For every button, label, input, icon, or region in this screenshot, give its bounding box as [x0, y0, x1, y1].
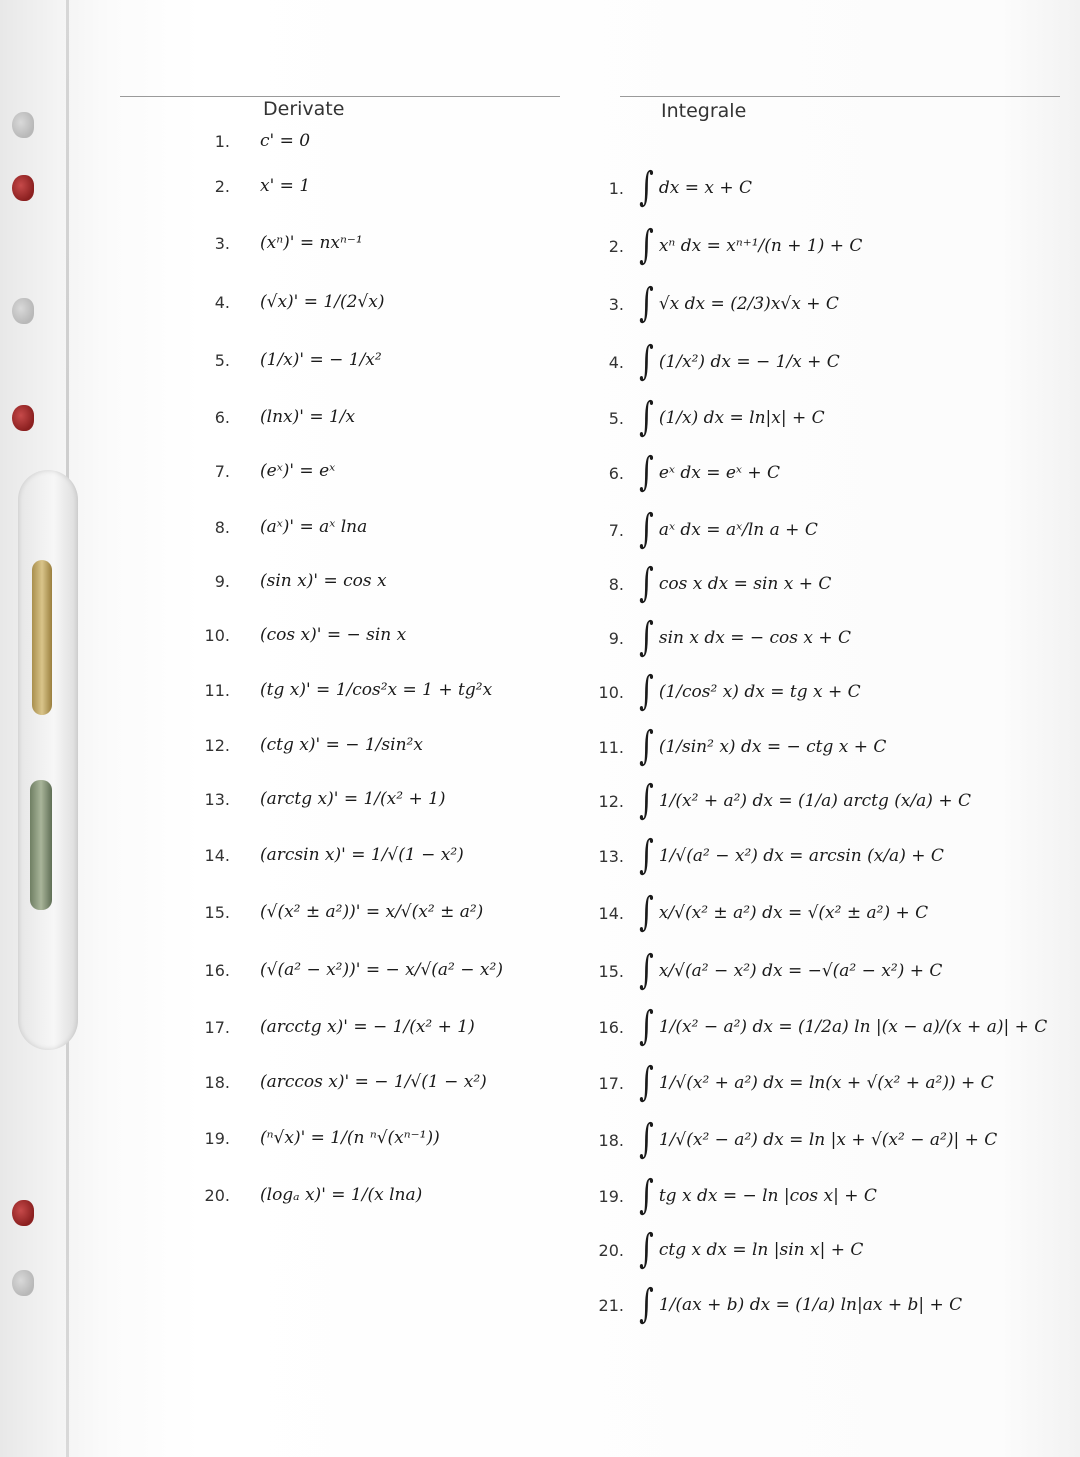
- item-number: 15.: [204, 902, 230, 922]
- derivate-item: [180, 571, 387, 591]
- integral-item: [592, 338, 840, 384]
- integral-item: [592, 947, 943, 993]
- item-number: 11.: [598, 737, 624, 757]
- derivate-title: Derivate: [263, 98, 345, 120]
- integrale-title: Integrale: [661, 100, 747, 122]
- item-number: 16.: [598, 1017, 624, 1037]
- formula: (√(a² − x²))' = − x/√(a² − x²): [260, 960, 503, 980]
- formula: eˣ dx = eˣ + C: [658, 463, 781, 483]
- item-number: 4.: [608, 352, 624, 372]
- integral-item: [592, 668, 861, 714]
- formula: (lnx)' = 1/x: [260, 407, 356, 427]
- integral-sign: ∫: [639, 394, 654, 440]
- item-number: 14.: [598, 903, 624, 923]
- integral-item: [592, 889, 929, 935]
- integral-sign: ∫: [639, 947, 654, 993]
- derivate-item: [180, 233, 363, 253]
- integral-sign: ∫: [639, 338, 654, 384]
- item-number: 18.: [598, 1130, 624, 1150]
- item-number: 8.: [214, 517, 230, 537]
- derivate-item: [180, 1128, 440, 1148]
- item-number: 15.: [598, 961, 624, 981]
- derivate-item: [180, 407, 355, 427]
- derivate-item: [180, 350, 382, 370]
- item-number: 21.: [598, 1295, 624, 1315]
- formula: (√x)' = 1/(2√x): [260, 292, 385, 312]
- integral-item: [592, 449, 781, 495]
- integral-item: [592, 222, 863, 268]
- binder-ring-clip: [18, 470, 78, 1050]
- integral-sign: ∫: [639, 1003, 654, 1049]
- formula: (ctg x)' = − 1/sin²x: [260, 735, 423, 755]
- formula: tg x dx = − ln |cos x| + C: [658, 1186, 877, 1206]
- integral-sign: ∫: [639, 1172, 654, 1218]
- formula: (1/cos² x) dx = tg x + C: [658, 682, 861, 702]
- derivate-item: [180, 131, 310, 151]
- formula: (1/x) dx = ln|x| + C: [658, 408, 825, 428]
- integral-sign: ∫: [639, 614, 654, 660]
- item-number: 8.: [608, 574, 624, 594]
- derivate-item: [180, 680, 492, 700]
- item-number: 13.: [598, 846, 624, 866]
- derivate-item: [180, 517, 367, 537]
- item-number: 19.: [204, 1128, 230, 1148]
- integral-sign: ∫: [639, 668, 654, 714]
- formula: (arccos x)' = − 1/√(1 − x²): [260, 1072, 487, 1092]
- derivate-item: [180, 1185, 422, 1205]
- integral-sign: ∫: [639, 1281, 654, 1327]
- item-number: 20.: [598, 1240, 624, 1260]
- integral-item: [592, 723, 887, 769]
- derivate-item: [180, 292, 384, 312]
- formula: (tg x)' = 1/cos²x = 1 + tg²x: [260, 680, 493, 700]
- formula: sin x dx = − cos x + C: [658, 628, 852, 648]
- item-number: 17.: [598, 1073, 624, 1093]
- derivate-item: [180, 176, 310, 196]
- item-number: 1.: [608, 178, 624, 198]
- integral-item: [592, 164, 753, 210]
- integral-sign: ∫: [639, 164, 654, 210]
- formula: (1/x)' = − 1/x²: [260, 350, 382, 370]
- integral-sign: ∫: [639, 449, 654, 495]
- formula: dx = x + C: [658, 178, 753, 198]
- formula: (1/x²) dx = − 1/x + C: [658, 352, 840, 372]
- integral-item: [592, 1003, 1048, 1049]
- integral-item: [592, 506, 818, 552]
- integral-item: [592, 280, 839, 326]
- binder-ring-green: [30, 780, 52, 910]
- binder-ring-gold: [32, 560, 52, 715]
- formula: (sin x)' = cos x: [260, 571, 387, 591]
- integral-item: [592, 560, 832, 606]
- integral-sign: ∫: [639, 1116, 654, 1162]
- formula: aˣ dx = aˣ/ln a + C: [658, 520, 818, 540]
- integral-sign: ∫: [639, 1059, 654, 1105]
- binder-hole: [12, 405, 34, 431]
- integral-sign: ∫: [639, 777, 654, 823]
- item-number: 19.: [598, 1186, 624, 1206]
- item-number: 5.: [214, 350, 230, 370]
- formula: c' = 0: [260, 131, 311, 151]
- header-rule-right: [620, 96, 1060, 97]
- derivate-item: [180, 1072, 487, 1092]
- item-number: 3.: [608, 294, 624, 314]
- integral-item: [592, 1281, 963, 1327]
- binder-hole: [12, 175, 34, 201]
- formula: (√(x² ± a²))' = x/√(x² ± a²): [260, 902, 484, 922]
- item-number: 20.: [204, 1185, 230, 1205]
- formula: 1/√(a² − x²) dx = arcsin (x/a) + C: [658, 846, 944, 866]
- formula: x/√(a² − x²) dx = −√(a² − x²) + C: [658, 961, 943, 981]
- formula: 1/(x² + a²) dx = (1/a) arctg (x/a) + C: [658, 791, 972, 811]
- item-number: 4.: [214, 292, 230, 312]
- item-number: 7.: [214, 461, 230, 481]
- header-rule-left: [120, 96, 560, 97]
- binder-hole: [12, 298, 34, 324]
- formula: 1/√(x² + a²) dx = ln(x + √(x² + a²)) + C: [658, 1073, 994, 1093]
- formula: 1/√(x² − a²) dx = ln |x + √(x² − a²)| + C: [658, 1130, 998, 1150]
- derivate-item: [180, 960, 503, 980]
- integral-sign: ∫: [639, 280, 654, 326]
- item-number: 5.: [608, 408, 624, 428]
- integral-sign: ∫: [639, 889, 654, 935]
- item-number: 7.: [608, 520, 624, 540]
- formula: (logₐ x)' = 1/(x lna): [260, 1185, 423, 1205]
- item-number: 2.: [608, 236, 624, 256]
- derivate-item: [180, 625, 406, 645]
- item-number: 12.: [598, 791, 624, 811]
- item-number: 18.: [204, 1072, 230, 1092]
- item-number: 11.: [204, 680, 230, 700]
- item-number: 13.: [204, 789, 230, 809]
- formula: 1/(x² − a²) dx = (1/2a) ln |(x − a)/(x + a)| + C: [658, 1017, 1048, 1037]
- binder-hole: [12, 1270, 34, 1296]
- item-number: 12.: [204, 735, 230, 755]
- binder-hole: [12, 1200, 34, 1226]
- item-number: 17.: [204, 1017, 230, 1037]
- integral-sign: ∫: [639, 832, 654, 878]
- item-number: 1.: [214, 131, 230, 151]
- item-number: 9.: [608, 628, 624, 648]
- formula: (arcctg x)' = − 1/(x² + 1): [260, 1017, 475, 1037]
- formula: ctg x dx = ln |sin x| + C: [658, 1240, 864, 1260]
- item-number: 6.: [214, 407, 230, 427]
- binder-hole: [12, 112, 34, 138]
- integral-sign: ∫: [639, 723, 654, 769]
- derivate-item: [180, 461, 335, 481]
- formula: (cos x)' = − sin x: [260, 625, 407, 645]
- item-number: 6.: [608, 463, 624, 483]
- formula: cos x dx = sin x + C: [658, 574, 832, 594]
- formula: (eˣ)' = eˣ: [260, 461, 336, 481]
- formula: (arctg x)' = 1/(x² + 1): [260, 789, 446, 809]
- integral-item: [592, 1172, 877, 1218]
- integral-sign: ∫: [639, 1226, 654, 1272]
- formula: (aˣ)' = aˣ lna: [260, 517, 368, 537]
- item-number: 16.: [204, 960, 230, 980]
- integral-item: [592, 832, 944, 878]
- item-number: 2.: [214, 176, 230, 196]
- integral-sign: ∫: [639, 222, 654, 268]
- derivate-item: [180, 735, 423, 755]
- derivate-item: [180, 845, 464, 865]
- item-number: 10.: [204, 625, 230, 645]
- integral-item: [592, 1059, 994, 1105]
- formula: (1/sin² x) dx = − ctg x + C: [658, 737, 887, 757]
- item-number: 9.: [214, 571, 230, 591]
- formula: (xⁿ)' = nxⁿ⁻¹: [260, 233, 363, 253]
- formula: (arcsin x)' = 1/√(1 − x²): [260, 845, 464, 865]
- item-number: 10.: [598, 682, 624, 702]
- integral-item: [592, 614, 852, 660]
- item-number: 14.: [204, 845, 230, 865]
- formula: x' = 1: [260, 176, 311, 196]
- integral-sign: ∫: [639, 560, 654, 606]
- integral-sign: ∫: [639, 506, 654, 552]
- integral-item: [592, 777, 972, 823]
- derivate-item: [180, 1017, 475, 1037]
- formula: (ⁿ√x)' = 1/(n ⁿ√(xⁿ⁻¹)): [260, 1128, 440, 1148]
- formula: 1/(ax + b) dx = (1/a) ln|ax + b| + C: [658, 1295, 963, 1315]
- formula: xⁿ dx = xⁿ⁺¹/(n + 1) + C: [658, 236, 863, 256]
- integral-item: [592, 1116, 998, 1162]
- derivate-item: [180, 902, 483, 922]
- integral-item: [592, 394, 825, 440]
- derivate-item: [180, 789, 446, 809]
- item-number: 3.: [214, 233, 230, 253]
- formula: √x dx = (2/3)x√x + C: [658, 294, 839, 314]
- integral-item: [592, 1226, 864, 1272]
- formula: x/√(x² ± a²) dx = √(x² ± a²) + C: [658, 903, 929, 923]
